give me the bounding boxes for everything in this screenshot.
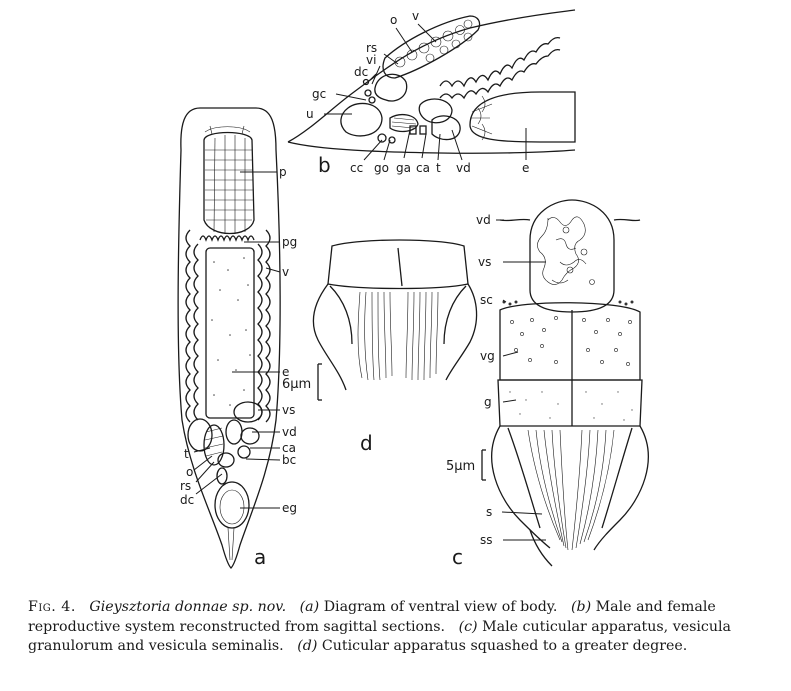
label-t: t xyxy=(184,447,189,461)
caption-part-c-text: Male cuticular apparatus, vesicula granulorum and vesicula seminalis. xyxy=(28,618,732,654)
label-g: g xyxy=(484,395,492,409)
label-o: o xyxy=(186,465,194,479)
label-vd: vd xyxy=(476,213,491,227)
label-ss: ss xyxy=(480,533,493,547)
scale-label-c: 5µm xyxy=(446,459,476,474)
label-vg: vg xyxy=(480,349,495,363)
label-e: e xyxy=(522,161,530,175)
label-ca: ca xyxy=(416,161,430,175)
panel-letter-d: d xyxy=(360,431,373,455)
label-rs: rs xyxy=(366,41,378,55)
label-cc: cc xyxy=(350,161,364,175)
label-gc: gc xyxy=(312,87,327,101)
caption-part-b-text: Male and female reproductive system reconstructed from sagittal sections. xyxy=(28,599,716,635)
label-t: t xyxy=(436,161,441,175)
label-rs: rs xyxy=(180,479,192,493)
label-s: s xyxy=(486,505,493,519)
panel-letter-b: b xyxy=(318,153,331,177)
label-dc: dc xyxy=(180,493,195,507)
label-sc: sc xyxy=(480,293,493,307)
label-eg: eg xyxy=(282,501,297,515)
caption-part-d-tag: (d) xyxy=(297,638,318,654)
label-vs: vs xyxy=(478,255,492,269)
label-pg: pg xyxy=(282,235,298,249)
label-vd: vd xyxy=(456,161,471,175)
label-dc: dc xyxy=(354,65,369,79)
label-p: p xyxy=(279,165,287,179)
label-ga: ga xyxy=(396,161,411,175)
scale-label-a: 6µm xyxy=(282,377,312,392)
panel-b-drawing xyxy=(288,10,575,153)
figure-caption xyxy=(28,598,776,657)
label-o: o xyxy=(390,13,398,27)
panel-letter-c: c xyxy=(452,545,463,569)
label-v: v xyxy=(412,9,420,23)
label-e: e xyxy=(282,365,290,379)
panel-letter-a: a xyxy=(254,545,267,569)
label-u: u xyxy=(306,107,314,121)
label-bc: bc xyxy=(282,453,297,467)
label-vi: vi xyxy=(366,53,377,67)
caption-part-a-tag: (a) xyxy=(299,599,320,615)
caption-species: Gieysztoria donnae sp. nov. xyxy=(89,599,287,615)
label-go: go xyxy=(374,161,389,175)
panel-c-drawing xyxy=(492,200,649,566)
caption-fig-label: Fig. 4. xyxy=(28,599,76,615)
label-ca: ca xyxy=(282,441,296,455)
caption-part-a-text: Diagram of ventral view of body. xyxy=(323,599,558,615)
caption-part-c-tag: (c) xyxy=(458,618,478,635)
label-vs: vs xyxy=(282,403,296,417)
caption-part-b-tag: (b) xyxy=(570,599,592,615)
panel-d-drawing xyxy=(313,240,476,390)
label-v: v xyxy=(282,265,290,279)
caption-part-d-text: Cuticular apparatus squashed to a greater degree. xyxy=(321,638,688,654)
panel-b-labels xyxy=(306,9,529,175)
label-vd: vd xyxy=(282,425,297,439)
panel-c-labels xyxy=(476,213,495,547)
